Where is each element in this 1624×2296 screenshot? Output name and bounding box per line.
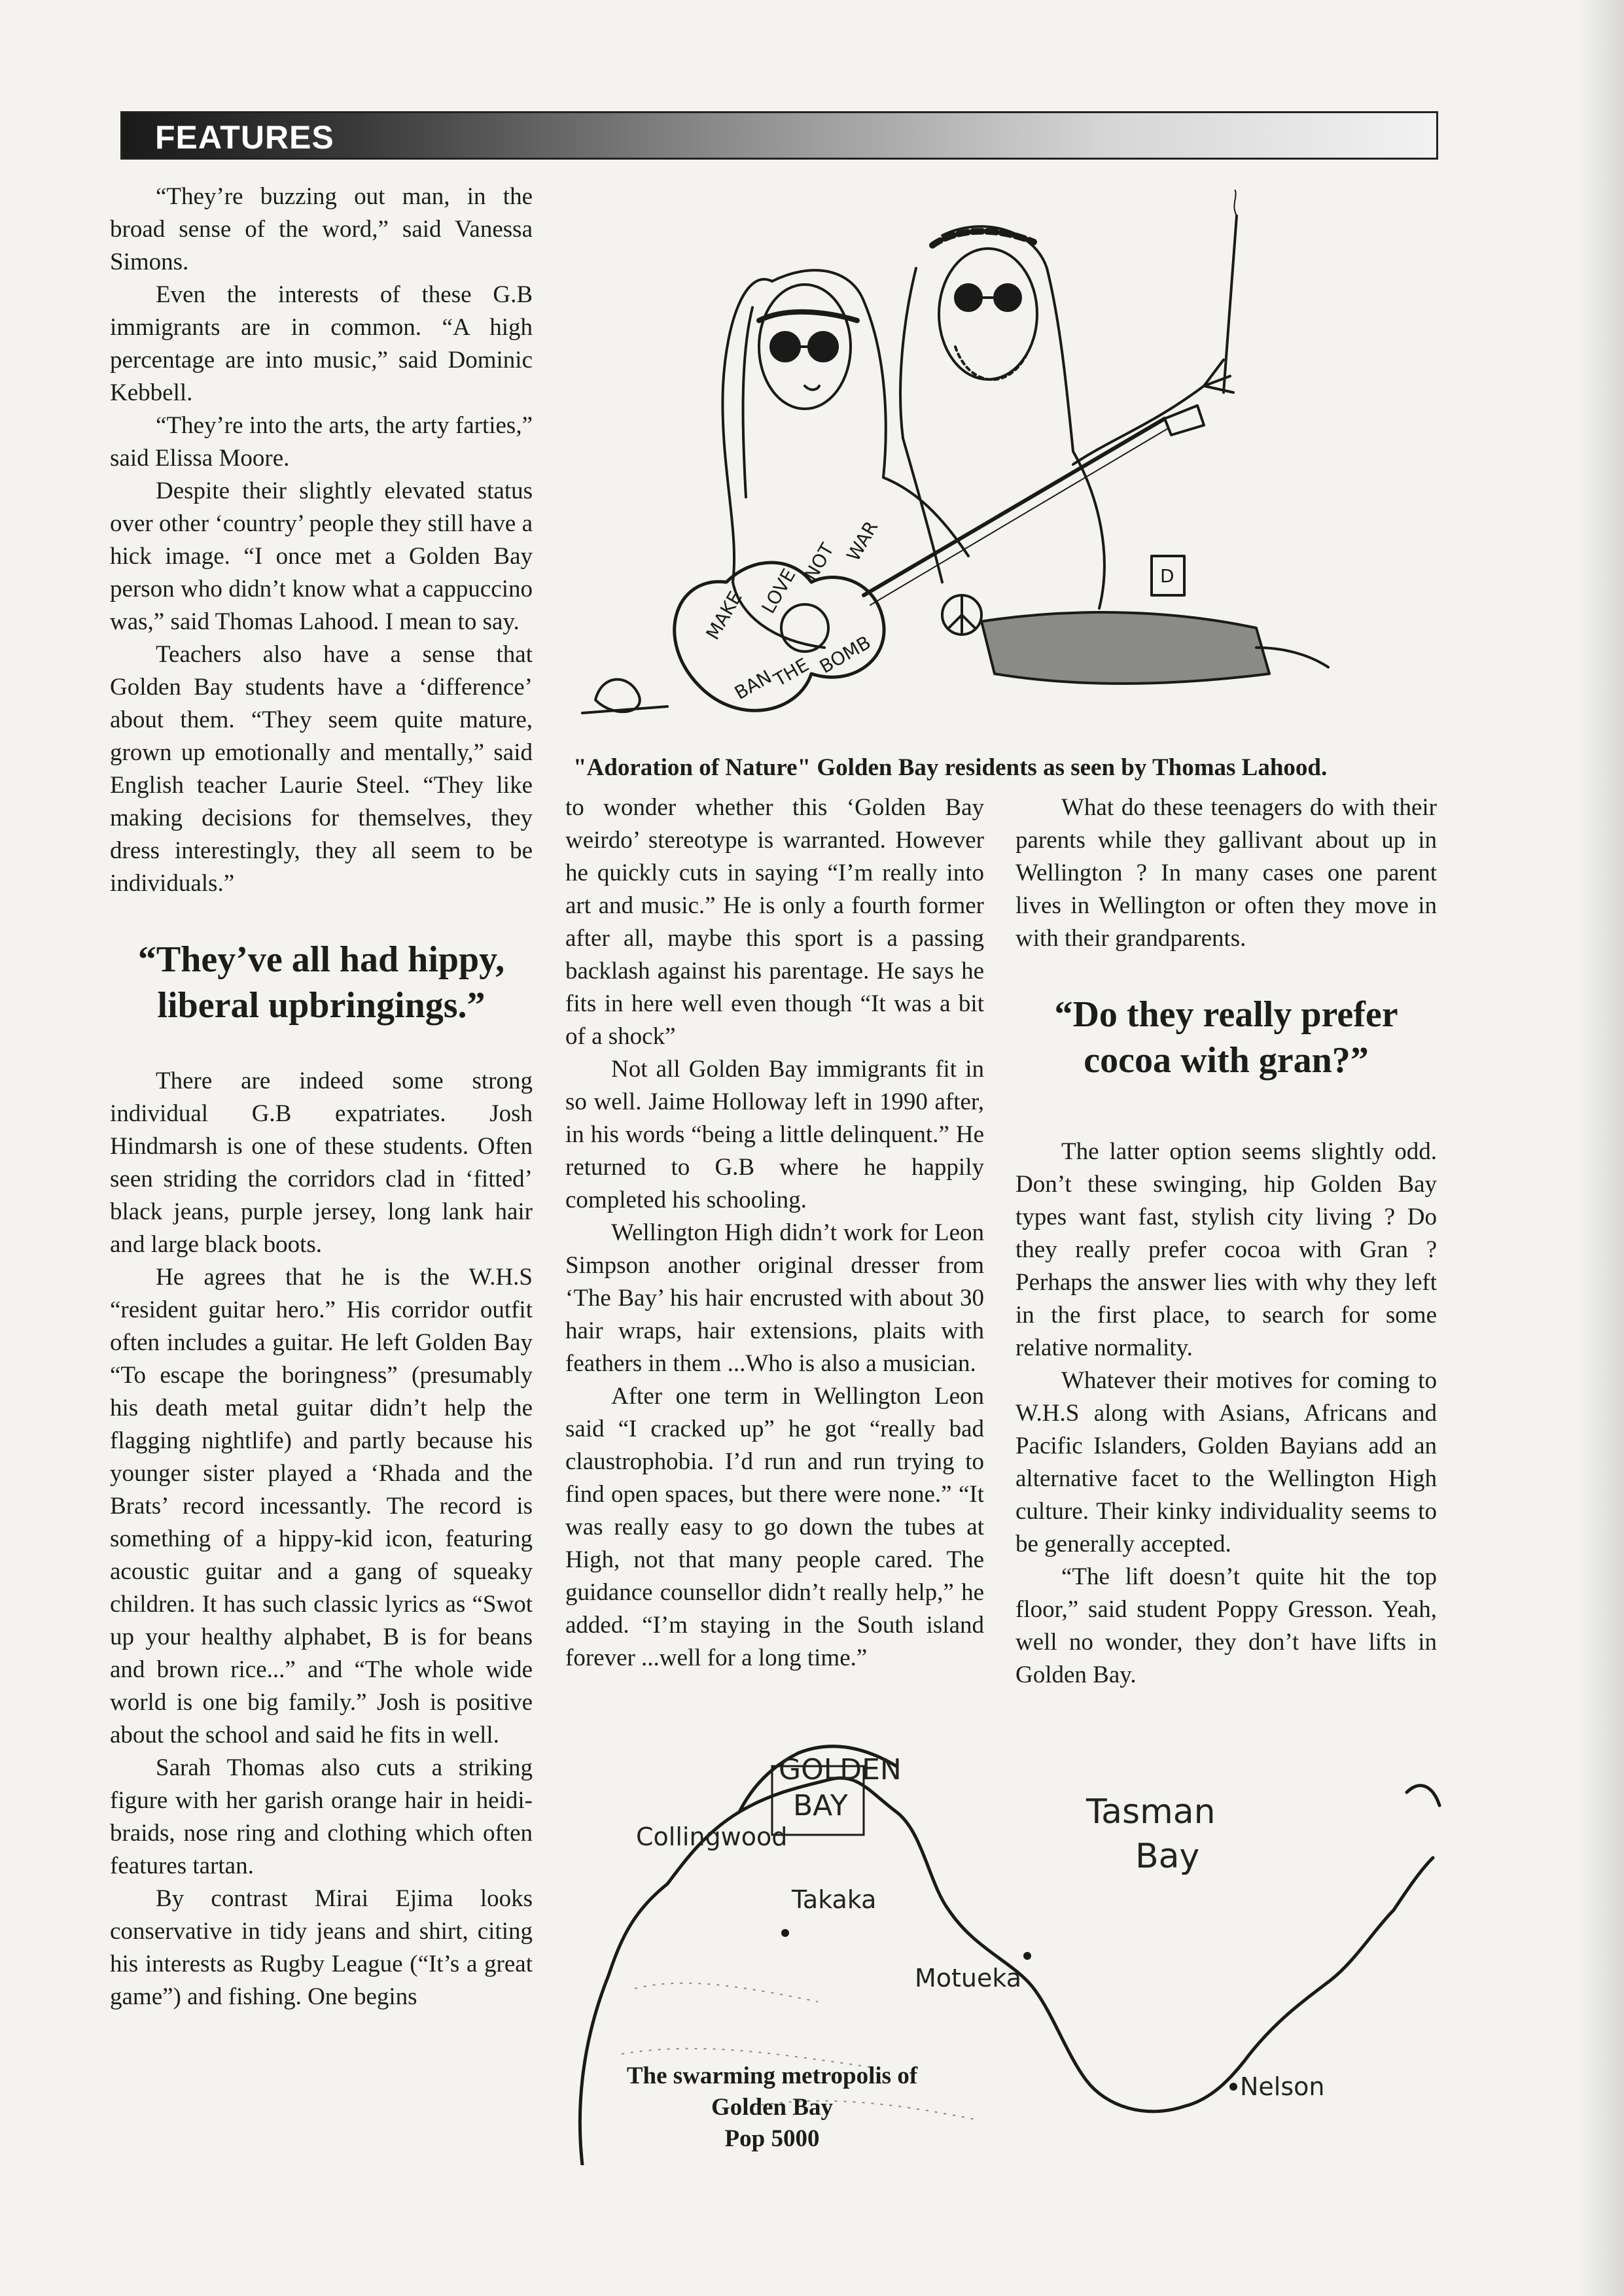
map-label-golden-bay-2: BAY (793, 1789, 848, 1822)
paragraph: He agrees that he is the W.H.S “resident guitar hero.” His corridor outfit often includes a guitar. He left Golden Bay “To escape the boringness” (presumably his death metal guitar didn’t help the flagging nightlife) and partly because his younger sister played a ‘Rhada and the Brats’ record incessantly. The record is something of a hippy-kid icon, featuring acoustic guitar and a gang of squeaky children. It has such classic lyrics as “Swot up your healthy alphabet, B is for beans and brown rice...” and “The whole wide world is one big family.” Josh is positive about the school and said he fits in well. (110, 1264, 533, 1748)
paragraph: “They’re buzzing out man, in the broad sense of the word,” said Vanessa Simons. (110, 183, 533, 275)
pull-quote: “They’ve all had hippy, liberal upbringings.” (137, 939, 505, 1026)
paragraph: Sarah Thomas also cuts a striking figure with her garish orange hair in heidi-braids, nose ring and clothing which often features tartan. (110, 1754, 533, 1879)
article-column-1 (110, 181, 533, 2013)
paragraph: By contrast Mirai Ejima looks conservative in tidy jeans and shirt, citing his interests as Rugby League (“It’s a great game”) and fishing. One begins (110, 1885, 533, 2010)
map-label-motueka: Motueka (915, 1964, 1022, 1992)
paragraph: There are indeed some strong individual G.B expatriates. Josh Hindmarsh is one of these students. Often seen striding the corridors clad in ‘fitted’ black jeans, purple jersey, long lank hair and large black boots. (110, 1068, 533, 1258)
map-caption-line: Golden Bay (711, 2094, 834, 2121)
guitar-text: THE (770, 653, 813, 691)
section-header (120, 111, 1438, 160)
paragraph: Despite their slightly elevated status over other ‘country’ people they still have a hick image. “I once met a Golden Bay person who didn’t know what a cappuccino was,” said Thomas Lahood. I mean to say. (110, 478, 533, 635)
pull-quote: “Do they really prefer cocoa with gran?” (1054, 994, 1398, 1081)
guitar-text: LOVE (757, 565, 800, 617)
paragraph: “The lift doesn’t quite hit the top floor,” said student Poppy Gresson. Yeah, well no wonder, they don’t have lifts in Golden Bay. (1015, 1563, 1437, 1688)
paragraph: After one term in Wellington Leon said “I cracked up” he got “really bad claustrophobia. I’d run and run trying to find open spaces, but there were none.” “It was really easy to go down the tubes at High, not that many people cared. The guidance counsellor didn’t really help,” he added. “I’m staying in the South island forever ...well for a long time.” (565, 1383, 984, 1671)
paragraph: Even the interests of these G.B immigrants are in common. “A high percentage are into music,” said Dominic Kebbell. (110, 281, 533, 406)
paragraph: Wellington High didn’t work for Leon Simpson another original dresser from ‘The Bay’ his hair encrusted with about 30 hair wraps, hair extensions, plaits with feathers in them ...Who is also a musician. (565, 1219, 984, 1377)
article-column-3 (1015, 791, 1437, 1692)
map-label-tasman-2: Bay (1135, 1837, 1200, 1876)
map-label-takaka: Takaka (792, 1885, 877, 1914)
article-column-2 (565, 791, 984, 1675)
page-edge (1578, 0, 1624, 2296)
map-label-tasman-1: Tasman (1086, 1792, 1216, 1832)
section-title: FEATURES (155, 119, 334, 156)
map-caption (589, 2061, 955, 2155)
illustration-caption: "Adoration of Nature" Golden Bay residents as seen by Thomas Lahood. (573, 754, 1328, 781)
guitar-text: NOT (800, 539, 839, 585)
guitar-text: WAR (842, 517, 883, 565)
map-label-golden-bay-1: GOLDEN (779, 1753, 902, 1786)
map-label-nelson: Nelson (1240, 2072, 1325, 2101)
map-caption-line: The swarming metropolis of (626, 2062, 918, 2089)
paragraph: “They’re into the arts, the arty farties,” said Elissa Moore. (110, 412, 533, 472)
hippy-illustration (576, 190, 1439, 765)
paragraph: Not all Golden Bay immigrants fit in so well. Jaime Holloway left in 1990 after, in his words “being a little delinquent.” He returned to G.B where he happily completed his schooling. (565, 1056, 984, 1213)
paragraph: What do these teenagers do with their parents while they gallivant about up in Wellington ? In many cases one parent lives in Wellington or often they move in with their grandparents. (1015, 794, 1437, 952)
paragraph: to wonder whether this ‘Golden Bay weirdo’ stereotype is warranted. However he quickly cuts in saying “I’m really into art and music.” He is only a fourth former after all, maybe this sport is a passing backlash against his parentage. He says he fits in here well even though “It was a bit of a shock” (565, 794, 984, 1050)
sign-text: D (1160, 565, 1174, 587)
guitar-text: BOMB (816, 631, 875, 678)
guitar-text: BAN (731, 665, 775, 704)
guitar-text: MAKE (701, 587, 747, 644)
paragraph: The latter option seems slightly odd. Don’t these swinging, hip Golden Bay types want fast, stylish city living ? Do they really prefer cocoa with Gran ? Perhaps the answer lies with why they left in the first place, to search for some relative normality. (1015, 1138, 1437, 1361)
map-caption-line: Pop 5000 (724, 2125, 820, 2152)
map-label-collingwood: Collingwood (636, 1822, 788, 1851)
paragraph: Whatever their motives for coming to W.H.S along with Asians, Africans and Pacific Islanders, Golden Bayians add an alternative facet to the Wellington High culture. Their kinky individuality seems to be generally accepted. (1015, 1367, 1437, 1557)
paragraph: Teachers also have a sense that Golden Bay students have a ‘difference’ about them. “They seem quite mature, grown up emotionally and mentally,” said English teacher Laurie Steel. “They like making decisions for themselves, they dress interestingly, they all seem to be individuals.” (110, 641, 533, 897)
